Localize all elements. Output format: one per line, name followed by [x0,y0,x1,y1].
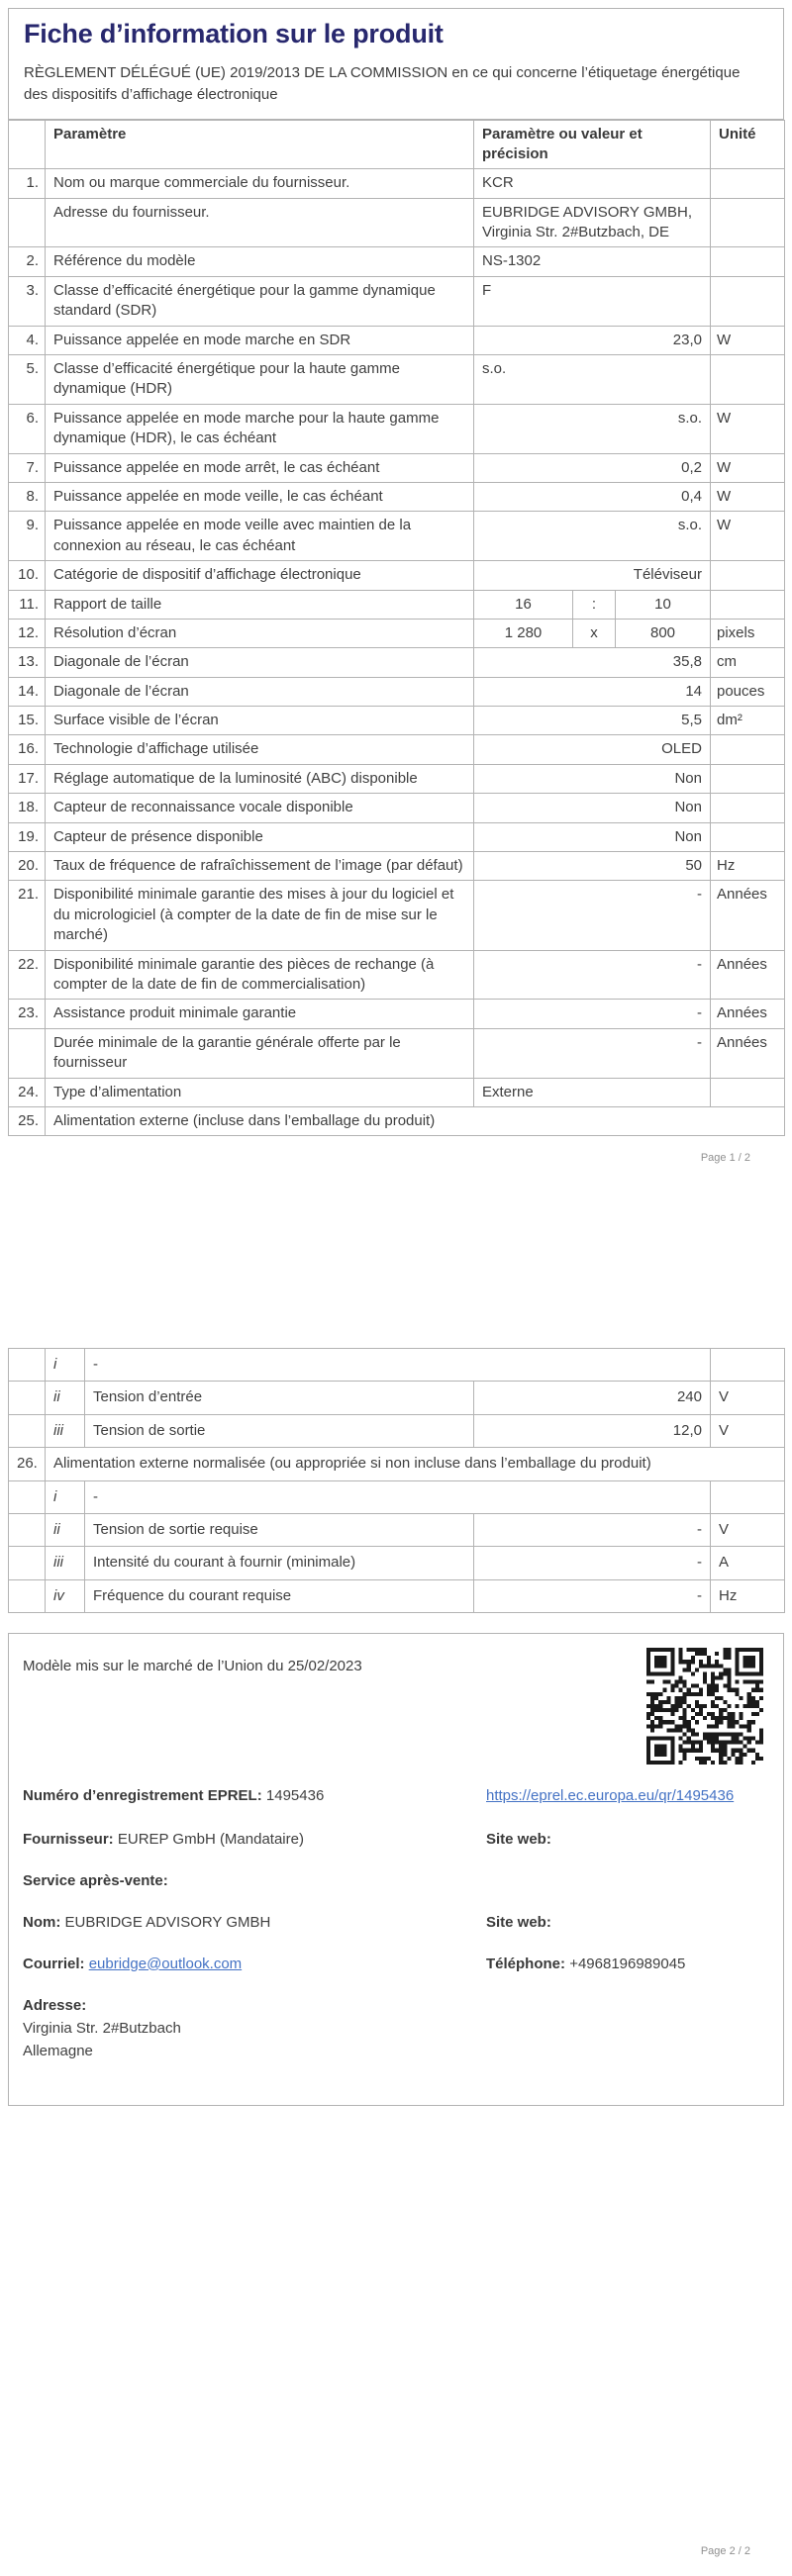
table-row [9,1106,785,1135]
phone-value: +4968196989045 [569,1955,686,1972]
parameter-label: Résolution d’écran [46,619,474,647]
parameter-value: - [474,881,711,950]
parameter-label: Puissance appelée en mode marche en SDR [46,326,474,354]
parameter-label: Puissance appelée en mode veille avec maintien de la connexion au réseau, le cas échéant [46,512,474,561]
row-number: 12. [9,619,46,647]
product-parameters-table [8,120,785,1137]
parameter-label: Tension de sortie [85,1414,474,1447]
parameter-value: Non [474,794,711,822]
unit-value: V [711,1414,785,1447]
table-row [9,247,785,276]
unit-value [711,590,785,619]
unit-value [711,169,785,198]
row-number: 18. [9,794,46,822]
table-row [9,707,785,735]
table-row [9,852,785,881]
parameter-label: Puissance appelée en mode veille, le cas échéant [46,482,474,511]
parameter-value: 0,4 [474,482,711,511]
parameter-value: 12,0 [474,1414,711,1447]
table-row [9,764,785,793]
row-number: 3. [9,276,46,326]
name-value: EUBRIDGE ADVISORY GMBH [64,1913,271,1931]
unit-value [711,355,785,405]
parameter-value: 23,0 [474,326,711,354]
unit-value: V [711,1382,785,1414]
model-info-box [8,1633,784,2106]
row-number [9,1414,46,1447]
table-row [9,404,785,453]
parameter-value: s.o. [474,404,711,453]
row-number: 26. [9,1448,46,1480]
unit-value: W [711,482,785,511]
parameter-value: - [474,1513,711,1546]
header-value: Paramètre ou valeur et précision [474,120,711,169]
unit-value: pouces [711,677,785,706]
unit-value [711,276,785,326]
parameter-label: Catégorie de dispositif d’affichage électronique [46,561,474,590]
row-number: 1. [9,169,46,198]
parameter-value: EUBRIDGE ADVISORY GMBH, Virginia Str. 2#Butzbach, DE [474,198,711,247]
unit-value [711,1078,785,1106]
row-letter: ii [46,1382,85,1414]
parameter-value: - [474,1579,711,1612]
parameter-label: Alimentation externe normalisée (ou appropriée si non incluse dans l’emballage du produit) [46,1448,785,1480]
row-number: 13. [9,648,46,677]
document-page-1 [8,8,784,1164]
parameter-value: - [474,950,711,1000]
parameter-label: Type d’alimentation [46,1078,474,1106]
parameter-label: Disponibilité minimale garantie des mises à jour du logiciel et du micrologiciel (à compter de la date de fin de mise sur le marché) [46,881,474,950]
parameter-value: - [474,1547,711,1579]
row-number [9,1513,46,1546]
unit-value: Années [711,881,785,950]
row-number: 14. [9,677,46,706]
parameter-label: Diagonale de l’écran [46,677,474,706]
parameter-value: s.o. [474,355,711,405]
website-label-2: Site web: [486,1913,551,1931]
table-row [9,1547,785,1579]
parameter-label: Alimentation externe (incluse dans l’emballage du produit) [46,1106,785,1135]
table-row [9,1382,785,1414]
parameter-value: KCR [474,169,711,198]
table-row [9,1349,785,1382]
address-label: Adresse: [23,1996,87,2014]
parameter-value: 50 [474,852,711,881]
parameter-label: Intensité du courant à fournir (minimale) [85,1547,474,1579]
unit-value: dm² [711,707,785,735]
row-number [9,1579,46,1612]
after-sales-label: Service après-vente: [23,1871,168,1889]
row-letter: i [46,1349,85,1382]
unit-value: Années [711,1000,785,1028]
table-row [9,1000,785,1028]
email-label: Courriel: [23,1955,85,1972]
row-number: 22. [9,950,46,1000]
parameter-label: Puissance appelée en mode arrêt, le cas échéant [46,453,474,482]
parameter-label: Disponibilité minimale garantie des pièces de rechange (à compter de la date de fin de commercialisation) [46,950,474,1000]
parameter-label: Nom ou marque commerciale du fournisseur. [46,169,474,198]
ratio-part: 1 280 [504,623,543,641]
unit-value: W [711,512,785,561]
table-row [9,648,785,677]
eprel-row [23,1785,769,1808]
page-2-footer: Page 2 / 2 [700,2545,750,2557]
table-row [9,1078,785,1106]
unit-value [711,198,785,247]
eprel-link[interactable]: https://eprel.ec.europa.eu/qr/1495436 [486,1787,735,1805]
parameter-label: Adresse du fournisseur. [46,198,474,247]
parameter-label: Capteur de reconnaissance vocale disponible [46,794,474,822]
eprel-number: 1495436 [265,1787,325,1805]
parameter-label: Rapport de taille [46,590,474,619]
row-number [9,1382,46,1414]
row-number: 4. [9,326,46,354]
parameter-label: Référence du modèle [46,247,474,276]
parameter-label: Surface visible de l’écran [46,707,474,735]
table-row [9,561,785,590]
table-row [9,794,785,822]
parameter-label: Tension d’entrée [85,1382,474,1414]
table-row [9,276,785,326]
row-letter: ii [46,1513,85,1546]
row-number [9,1349,46,1382]
table-row [9,1579,785,1612]
address-line-2: Allemagne [23,2042,93,2059]
parameter-label: Classe d’efficacité énergétique pour la haute gamme dynamique (HDR) [46,355,474,405]
row-number: 17. [9,764,46,793]
website-label: Site web: [486,1830,551,1848]
table-header-row [9,120,785,169]
unit-value: Années [711,950,785,1000]
parameter-value: 240 [474,1382,711,1414]
parameter-label: Technologie d’affichage utilisée [46,735,474,764]
parameter-label: Capteur de présence disponible [46,822,474,851]
parameter-value: NS-1302 [474,247,711,276]
parameter-value: Non [474,764,711,793]
unit-value [711,764,785,793]
parameter-label: - [85,1480,711,1513]
table-row [9,1414,785,1447]
table-row [9,1513,785,1546]
parameter-value: - [474,1000,711,1028]
name-label: Nom: [23,1913,61,1931]
parameter-value: Externe [474,1078,711,1106]
row-number: 16. [9,735,46,764]
parameter-value: OLED [474,735,711,764]
unit-value: Années [711,1028,785,1078]
table-row [9,950,785,1000]
table-row [9,1448,785,1480]
row-number [9,1547,46,1579]
ratio-part: : [572,591,616,619]
unit-value [711,1349,785,1382]
supplier-value: EUREP GmbH (Mandataire) [117,1830,304,1848]
parameter-value: 14 [474,677,711,706]
unit-value: cm [711,648,785,677]
row-number: 24. [9,1078,46,1106]
parameter-value: 35,8 [474,648,711,677]
email-row [23,1954,769,1974]
parameter-value: Non [474,822,711,851]
parameter-label: Fréquence du courant requise [85,1579,474,1612]
ratio-part: 16 [515,595,532,613]
row-number: 11. [9,590,46,619]
row-number [9,1480,46,1513]
address-line-1: Virginia Str. 2#Butzbach [23,2019,181,2037]
parameter-value [474,590,711,619]
row-number [9,1028,46,1078]
header-num-cell [9,120,46,169]
parameter-label: - [85,1349,711,1382]
table-row [9,355,785,405]
unit-value: W [711,326,785,354]
table-row [9,1480,785,1513]
supplier-label: Fournisseur: [23,1830,114,1848]
table-row [9,453,785,482]
unit-value [711,794,785,822]
ratio-part: x [572,620,616,647]
row-number: 23. [9,1000,46,1028]
document-page-2 [8,1348,784,2106]
row-number: 8. [9,482,46,511]
parameter-label: Diagonale de l’écran [46,648,474,677]
unit-value [711,247,785,276]
row-number: 2. [9,247,46,276]
unit-value: pixels [711,619,785,647]
unit-value: Hz [711,1579,785,1612]
row-number: 21. [9,881,46,950]
parameter-label: Taux de fréquence de rafraîchissement de l’image (par défaut) [46,852,474,881]
table-row [9,822,785,851]
supplier-row [23,1829,769,1850]
parameter-value: - [474,1028,711,1078]
parameter-value: F [474,276,711,326]
page-title: Fiche d’information sur le produit [24,19,444,48]
row-number: 15. [9,707,46,735]
parameter-label: Réglage automatique de la luminosité (ABC) disponible [46,764,474,793]
parameter-value: 5,5 [474,707,711,735]
phone-label: Téléphone: [486,1955,566,1972]
header-parameter: Paramètre [46,120,474,169]
parameter-value: Téléviseur [474,561,711,590]
table-row [9,198,785,247]
row-letter: iv [46,1579,85,1612]
unit-value: W [711,453,785,482]
ratio-part: 10 [654,595,671,613]
regulation-subtitle: RÈGLEMENT DÉLÉGUÉ (UE) 2019/2013 DE LA COMMISSION en ce qui concerne l’étiquetage énergétique des dispositifs d’affichage électronique [24,64,741,103]
table-row [9,512,785,561]
row-number [9,198,46,247]
unit-value [711,822,785,851]
row-number: 9. [9,512,46,561]
table-row [9,482,785,511]
row-number: 20. [9,852,46,881]
unit-value [711,735,785,764]
unit-value: A [711,1547,785,1579]
parameter-label: Classe d’efficacité énergétique pour la gamme dynamique standard (SDR) [46,276,474,326]
table-row [9,590,785,619]
parameter-label: Assistance produit minimale garantie [46,1000,474,1028]
market-placement-date: Modèle mis sur le marché de l’Union du 25/02/2023 [23,1658,362,1675]
parameter-label: Puissance appelée en mode marche pour la haute gamme dynamique (HDR), le cas échéant [46,404,474,453]
ratio-part: 800 [649,623,676,641]
row-number: 25. [9,1106,46,1135]
parameter-value: s.o. [474,512,711,561]
row-letter: iii [46,1414,85,1447]
power-supply-table [8,1348,785,1613]
parameter-value [474,619,711,647]
unit-value [711,561,785,590]
qr-code [646,1648,763,1765]
table-row [9,677,785,706]
table-row [9,619,785,647]
row-number: 5. [9,355,46,405]
parameter-label: Tension de sortie requise [85,1513,474,1546]
table-row [9,735,785,764]
unit-value: Hz [711,852,785,881]
row-number: 6. [9,404,46,453]
parameter-label: Durée minimale de la garantie générale offerte par le fournisseur [46,1028,474,1078]
table-row [9,169,785,198]
email-link[interactable]: eubridge@outlook.com [88,1955,243,1972]
unit-value [711,1480,785,1513]
table-row [9,881,785,950]
page-1-footer: Page 1 / 2 [700,1152,750,1165]
service-name-row [23,1912,769,1933]
after-sales-row [23,1870,769,1891]
row-letter: iii [46,1547,85,1579]
row-number: 10. [9,561,46,590]
address-row [23,1995,769,2061]
unit-value: V [711,1513,785,1546]
eprel-label: Numéro d’enregistrement EPREL: [23,1787,262,1805]
document-header [8,8,784,120]
parameter-value: 0,2 [474,453,711,482]
row-letter: i [46,1480,85,1513]
unit-value: W [711,404,785,453]
table-row [9,326,785,354]
row-number: 19. [9,822,46,851]
table-row [9,1028,785,1078]
row-number: 7. [9,453,46,482]
header-unit: Unité [711,120,785,169]
